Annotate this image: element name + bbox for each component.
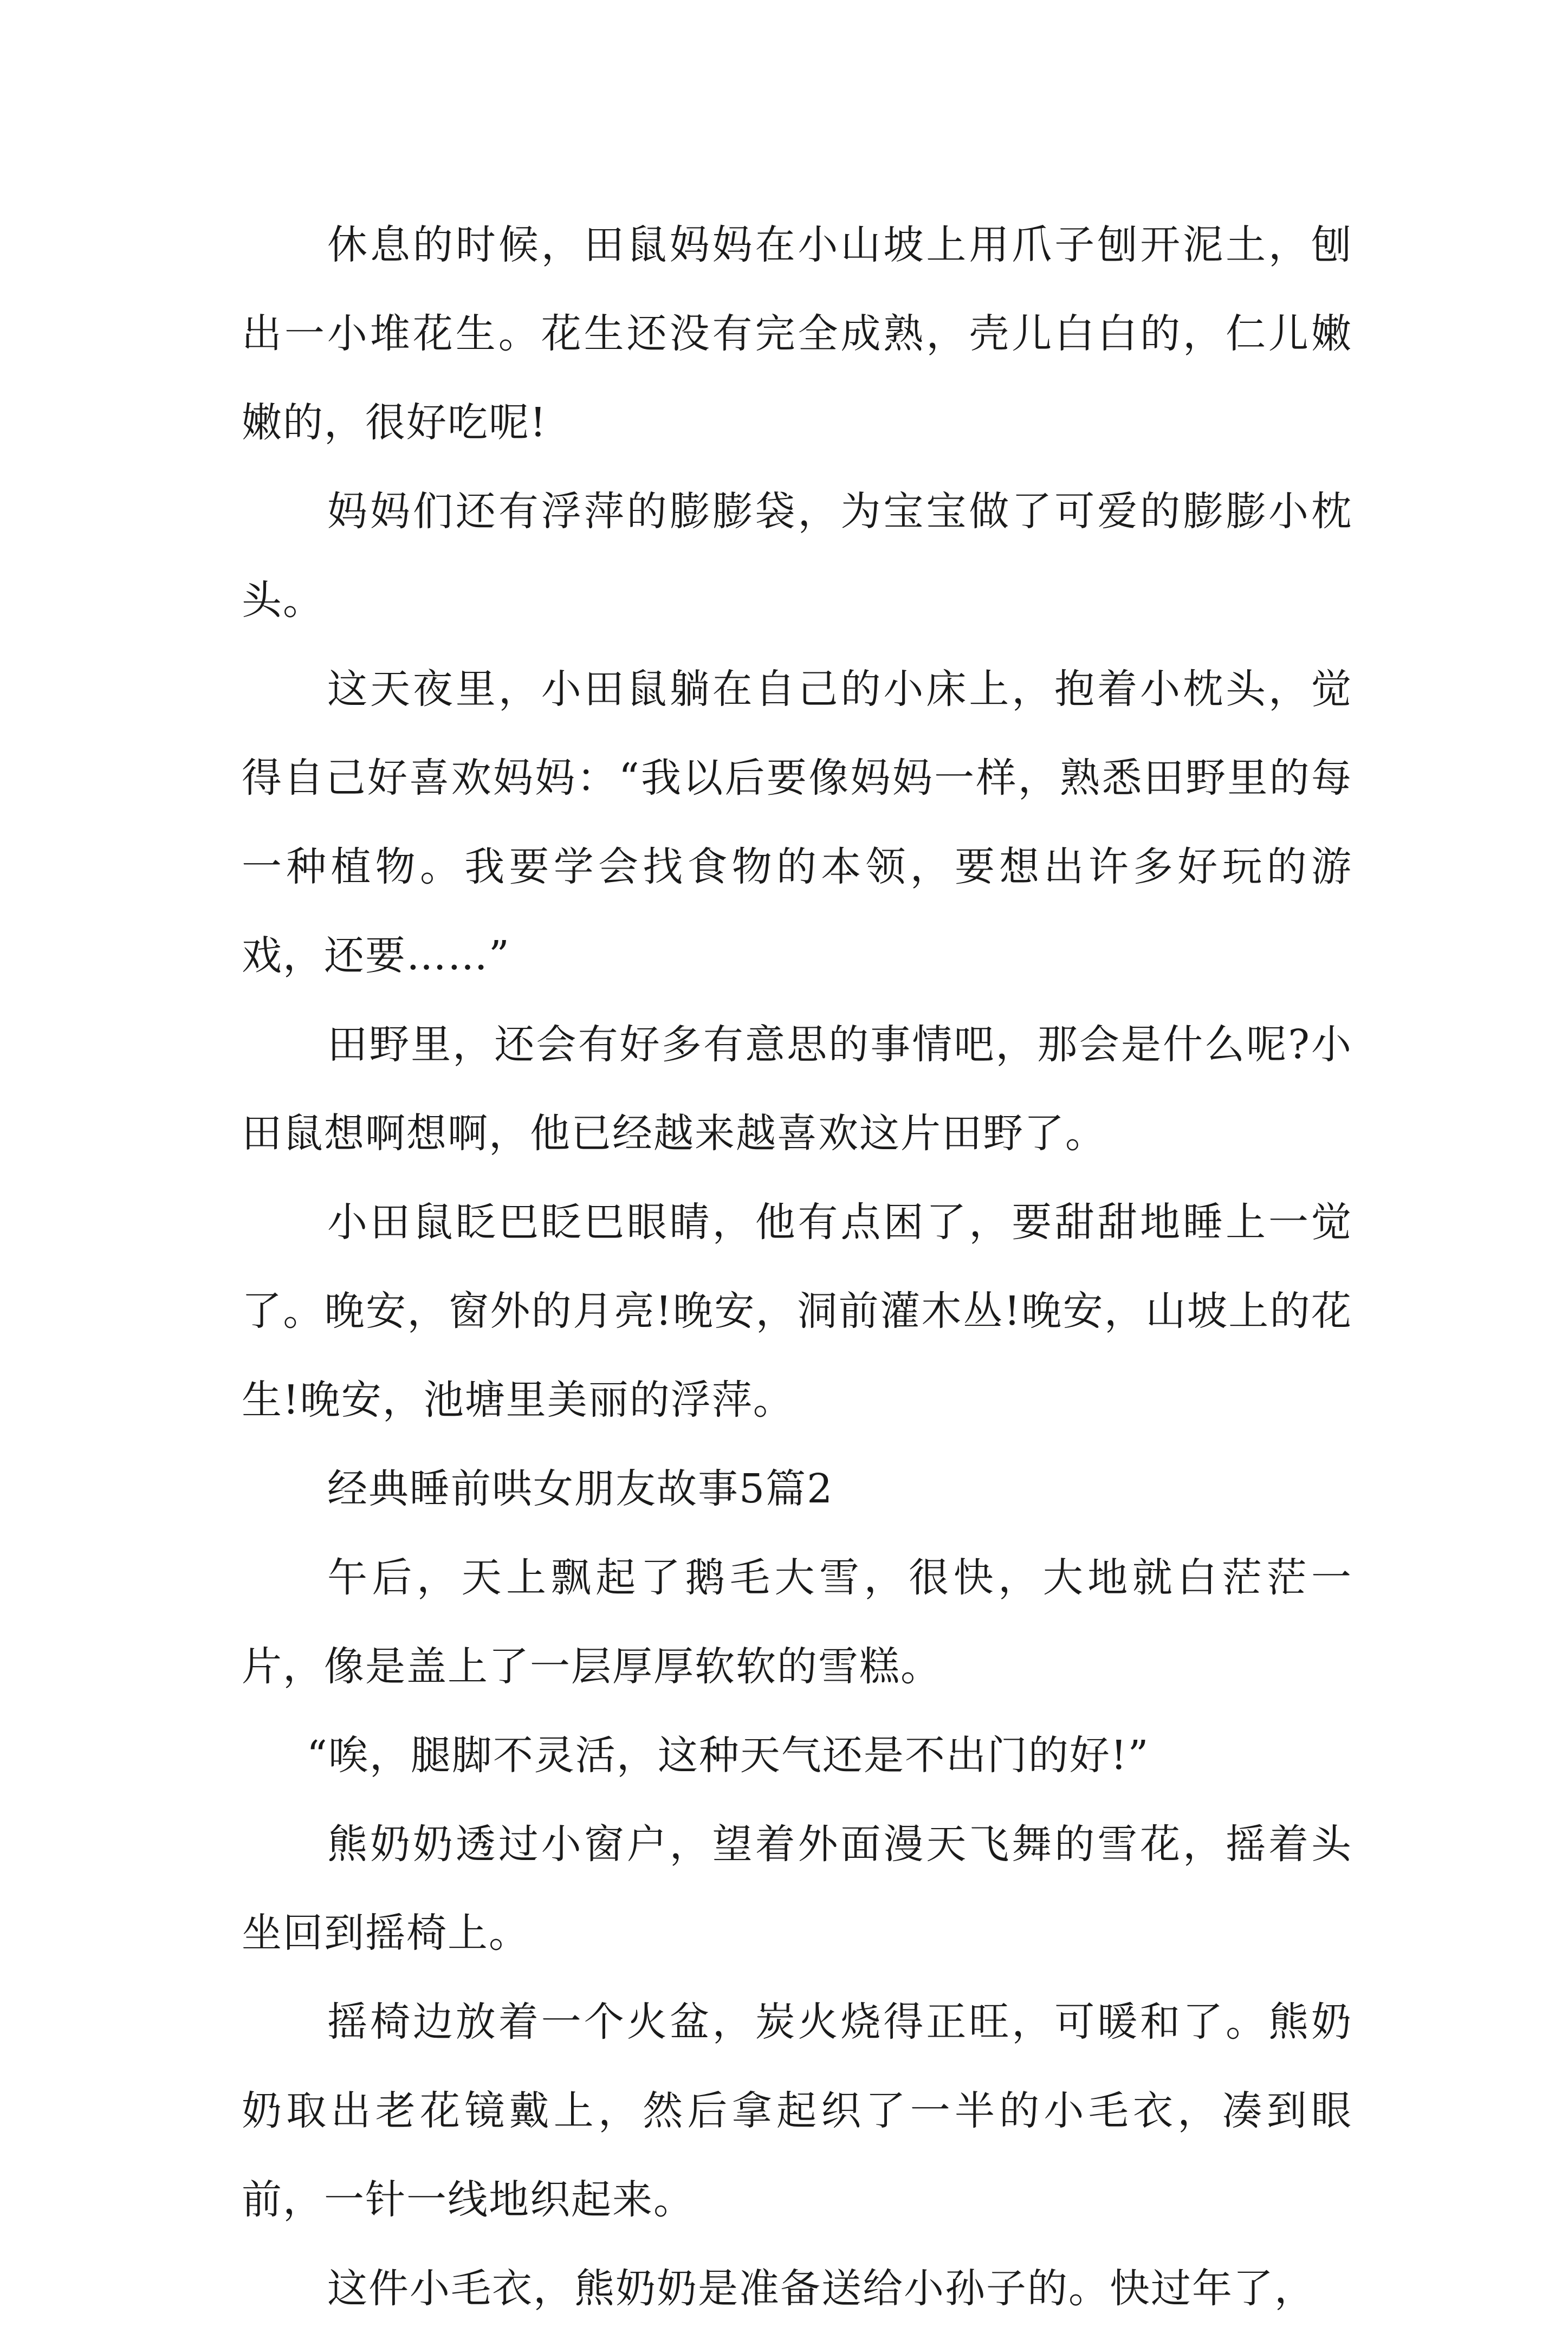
paragraph: 小田鼠眨巴眨巴眼睛，他有点困了，要甜甜地睡上一觉了。晚安，窗外的月亮!晚安，洞前灌木丛!晚安，山坡上的花生!晚安，池塘里美丽的浮萍。 (242, 1199, 1352, 1423)
paragraph: 熊奶奶透过小窗户，望着外面漫天飞舞的雪花，摇着头坐回到摇椅上。 (242, 1821, 1352, 1956)
section-title: 经典睡前哄女朋友故事5篇2 (327, 1466, 834, 1512)
paragraph: 午后，天上飘起了鹅毛大雪，很快，大地就白茫茫一片，像是盖上了一层厚厚软软的雪糕。 (242, 1554, 1352, 1690)
paragraph: 休息的时候，田鼠妈妈在小山坡上用爪子刨开泥土，刨出一小堆花生。花生还没有完全成熟，壳儿白白的，仁儿嫩嫩的，很好吃呢! (242, 222, 1352, 446)
paragraph: 妈妈们还有浮萍的膨膨袋，为宝宝做了可爱的膨膨小枕头。 (242, 488, 1352, 624)
paragraph: 摇椅边放着一个火盆，炭火烧得正旺，可暖和了。熊奶奶取出老花镜戴上，然后拿起织了一半的小毛衣，凑到眼前，一针一线地织起来。 (242, 1999, 1352, 2223)
paragraph: “唉，腿脚不灵活，这种天气还是不出门的好!” (307, 1732, 1150, 1779)
paragraph: 这天夜里，小田鼠躺在自己的小床上，抱着小枕头，觉得自己好喜欢妈妈：“我以后要像妈妈一样，熟悉田野里的每一种植物。我要学会找食物的本领，要想出许多好玩的游戏，还要……” (242, 666, 1352, 979)
document-body (242, 200, 1352, 2333)
paragraph: 这件小毛衣，熊奶奶是准备送给小孙子的。快过年了， (327, 2265, 1316, 2312)
paragraph: 田野里，还会有好多有意思的事情吧，那会是什么呢?小田鼠想啊想啊，他已经越来越喜欢这片田野了。 (242, 1021, 1352, 1157)
